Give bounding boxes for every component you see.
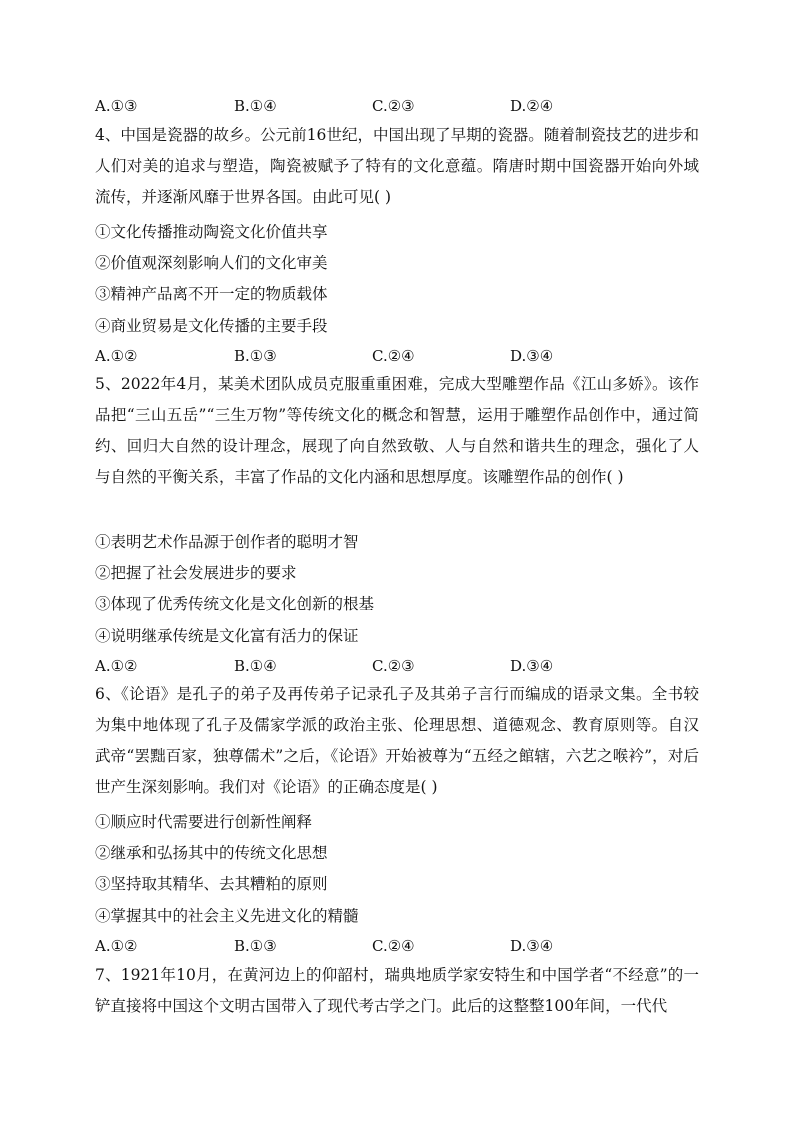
option-b: B.①③: [234, 347, 277, 365]
q4-options: [95, 344, 715, 368]
q5-stem: 5、2022年4月，某美术团队成员克服重重困难，完成大型雕塑作品《江山多娇》。该作品把“三山五岳”“三生万物”等传统文化的概念和智慧，运用于雕塑作品创作中，通过简约、回归大自然的设计理念，展现了向自然致敬、人与自然和谐共生的理念，强化了人与自然的平衡关系，丰富了作品的文化内涵和思想厚度。该雕塑作品的创作( ): [95, 375, 699, 486]
q4-stem: 4、中国是瓷器的故乡。公元前16世纪，中国出现了早期的瓷器。随着制瓷技艺的进步和人们对美的追求与塑造，陶瓷被赋予了特有的文化意蕴。隋唐时期中国瓷器开始向外域流传，并逐渐风靡于世界各国。由此可见( ): [95, 126, 699, 206]
q6-item-1: ①顺应时代需要进行创新性阐释: [95, 813, 313, 831]
q5-options: [95, 654, 715, 678]
q5-item-4: ④说明继承传统是文化富有活力的保证: [95, 627, 359, 645]
q4-item-3: ③精神产品离不开一定的物质载体: [95, 285, 328, 303]
option-b: B.①④: [234, 657, 277, 675]
q5-item-2: ②把握了社会发展进步的要求: [95, 564, 297, 582]
option-c: C.②④: [372, 937, 415, 955]
q5-item-1: ①表明艺术作品源于创作者的聪明才智: [95, 533, 359, 551]
q5-item-3: ③体现了优秀传统文化是文化创新的根基: [95, 595, 375, 613]
option-b: B.①④: [234, 97, 277, 115]
option-d: D.③④: [510, 937, 554, 955]
option-a: A.①②: [95, 657, 138, 675]
q6-options: [95, 934, 715, 958]
option-a: A.①②: [95, 937, 138, 955]
option-c: C.②③: [372, 657, 415, 675]
q6-item-2: ②继承和弘扬其中的传统文化思想: [95, 844, 328, 862]
option-c: C.②④: [372, 347, 415, 365]
q3-options: [95, 94, 715, 118]
option-a: A.①②: [95, 347, 138, 365]
q4-item-1: ①文化传播推动陶瓷文化价值共享: [95, 223, 328, 241]
option-b: B.①③: [234, 937, 277, 955]
option-d: D.③④: [510, 657, 554, 675]
q6-item-3: ③坚持取其精华、去其糟粕的原则: [95, 875, 328, 893]
q6-item-4: ④掌握其中的社会主义先进文化的精髓: [95, 907, 359, 925]
q7-stem: 7、1921年10月，在黄河边上的仰韶村，瑞典地质学家安特生和中国学者“不经意”的一铲直接将中国这个文明古国带入了现代考古学之门。此后的这整整100年间，一代代: [95, 966, 699, 1015]
option-d: D.②④: [510, 97, 554, 115]
option-a: A.①③: [95, 97, 138, 115]
q4-item-4: ④商业贸易是文化传播的主要手段: [95, 317, 328, 335]
q6-stem: 6、《论语》是孔子的弟子及再传弟子记录孔子及其弟子言行而编成的语录文集。全书较为集中地体现了孔子及儒家学派的政治主张、伦理思想、道德观念、教育原则等。自汉武帝“罢黜百家，独尊儒术”之后，《论语》开始被尊为“五经之館辖，六艺之喉衿”，对后世产生深刻影响。我们对《论语》的正确态度是( ): [95, 685, 699, 796]
q4-item-2: ②价值观深刻影响人们的文化审美: [95, 254, 328, 272]
option-c: C.②③: [372, 97, 415, 115]
option-d: D.③④: [510, 347, 554, 365]
